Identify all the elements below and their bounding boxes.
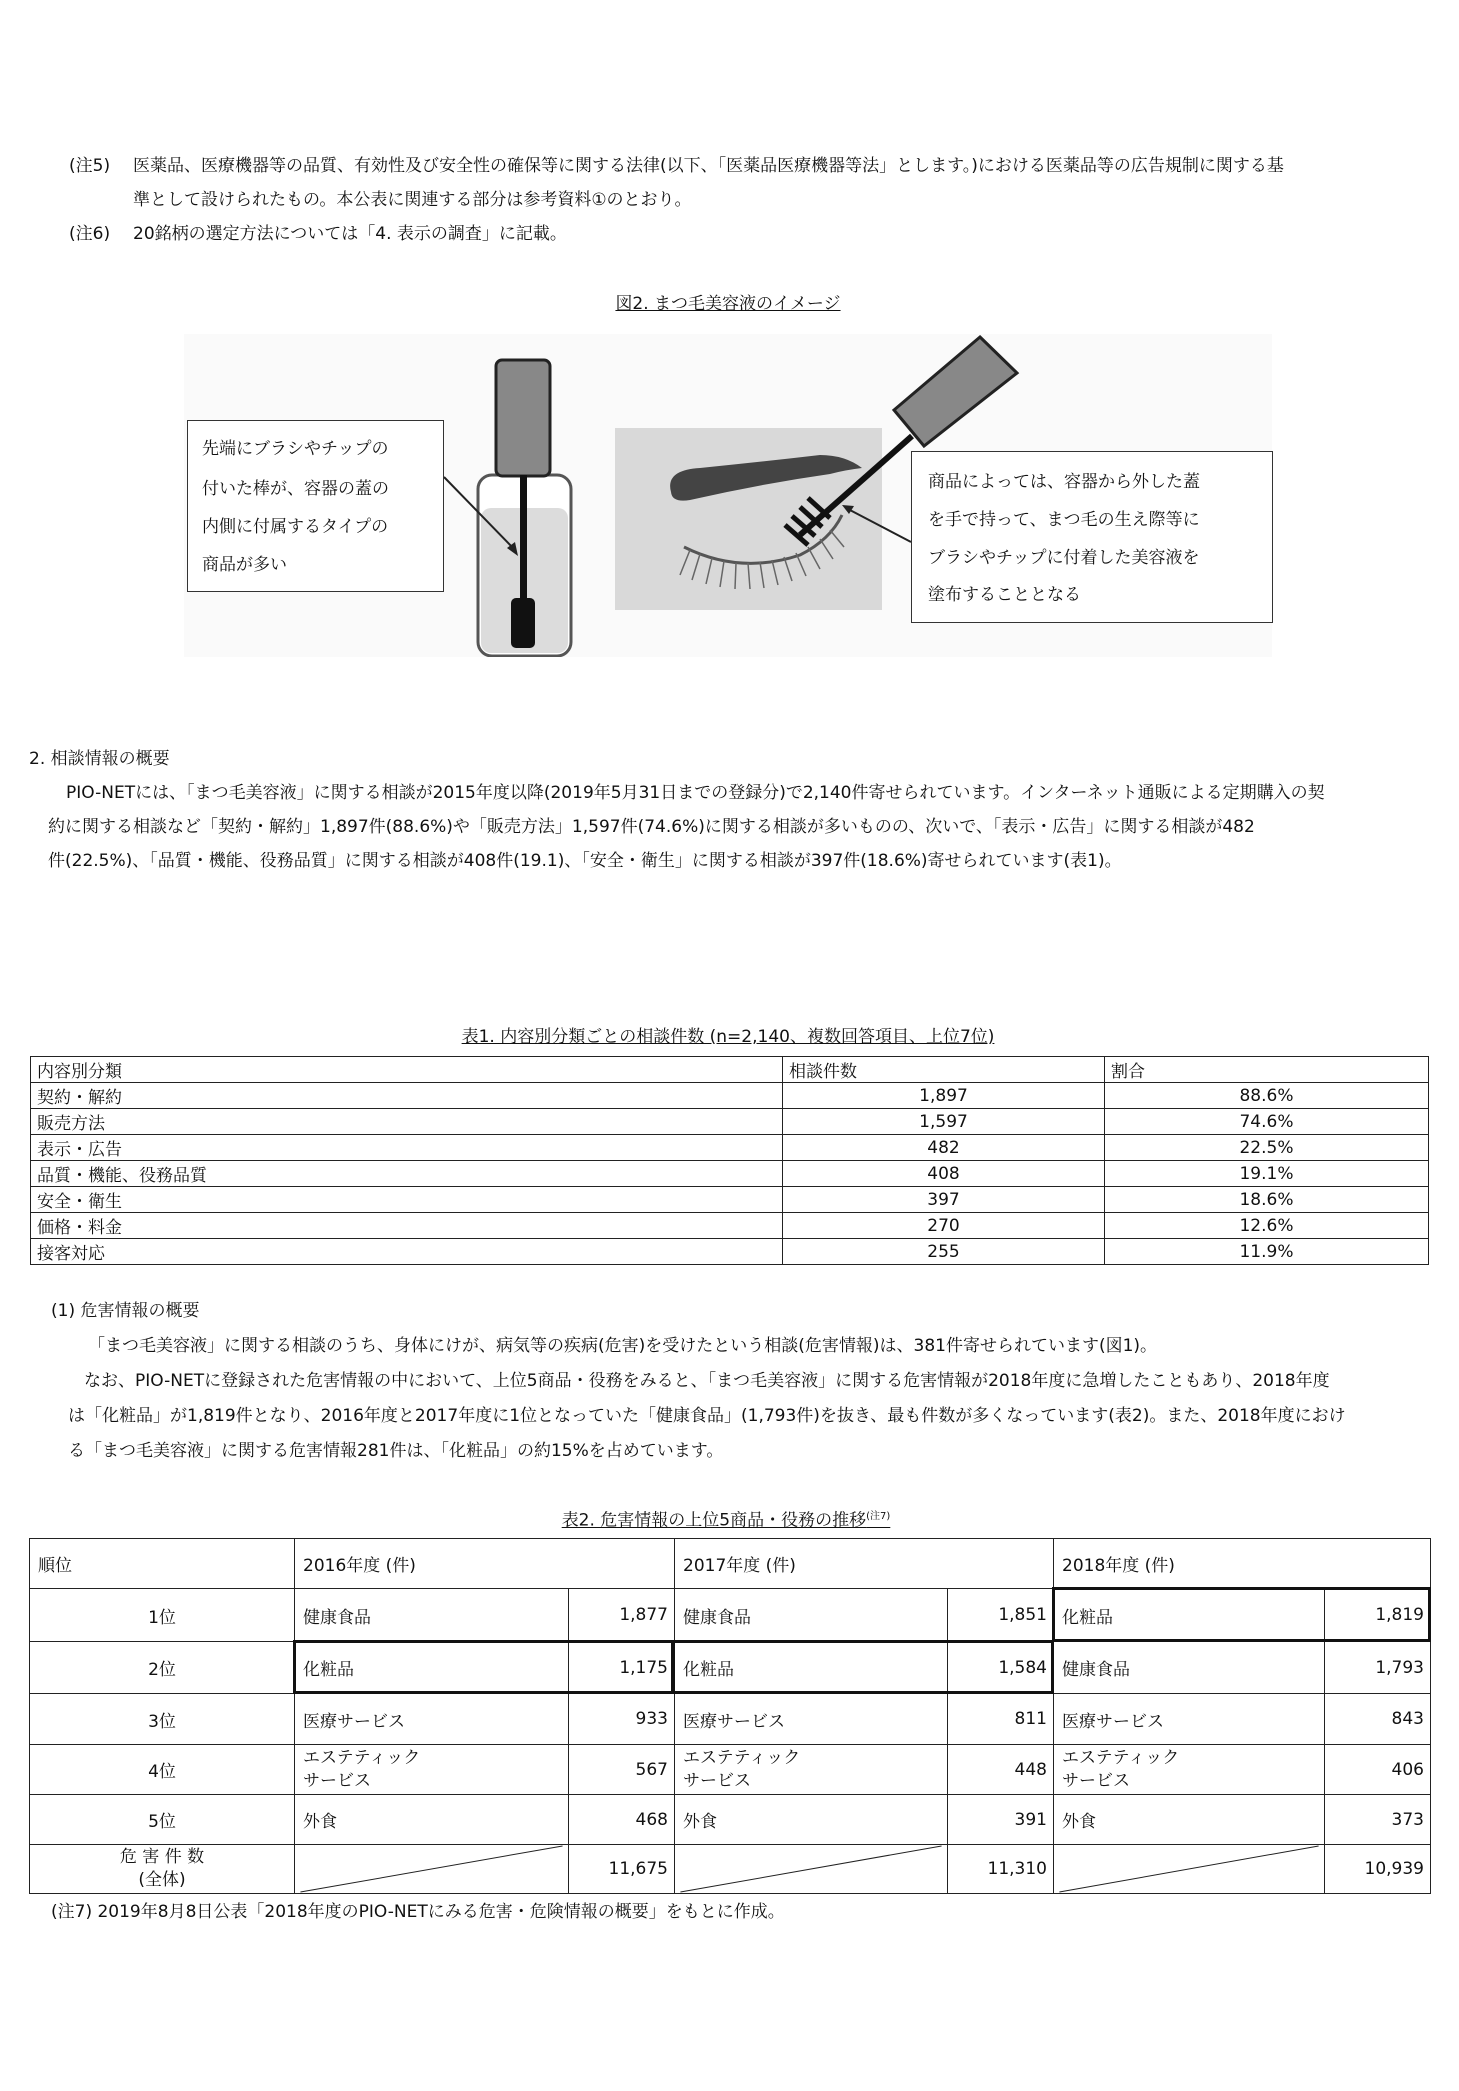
item-line: エステティック [1062,1747,1180,1768]
ratio-cell: 18.6% [1105,1187,1429,1213]
right-callout-line: ブラシやチップに付着した美容液を [928,548,1200,568]
count-cell: 391 [948,1795,1054,1845]
item-cell [295,1745,569,1795]
section2-para-line: 件(22.5%)、「品質・機能、役務品質」に関する相談が408件(19.1)、「安全・衛生」に関する相談が397件(18.6%)寄せられています(表1)。 [48,851,1122,871]
diagonal-empty-cell [1054,1845,1325,1894]
ratio-cell: 19.1% [1105,1161,1429,1187]
left-callout-line: 先端にブラシやチップの [202,439,389,459]
rank-cell: 4位 [30,1745,295,1795]
count-cell: 567 [569,1745,675,1795]
count-cell: 1,175 [569,1642,675,1694]
total-count-cell: 10,939 [1325,1845,1431,1894]
item-cell: 化粧品 [295,1642,569,1694]
count-cell: 811 [948,1694,1054,1745]
note5-line1: 医薬品、医療機器等の品質、有効性及び安全性の確保等に関する法律(以下、「医薬品医療機器等法」とします。)における医薬品等の広告規制に関する基 [133,156,1284,176]
rank-cell: 2位 [30,1642,295,1694]
item-cell: 健康食品 [295,1589,569,1642]
section1-para-line: なお、PIO-NETに登録された危害情報の中において、上位5商品・役務をみると、「まつ毛美容液」に関する危害情報が2018年度に急増したこともあり、2018年度 [84,1371,1330,1391]
section1-para-line: る「まつ毛美容液」に関する危害情報281件は、「化粧品」の約15%を占めています。 [68,1441,724,1461]
table2-caption-text: 表2. 危害情報の上位5商品・役務の推移 [561,1510,867,1531]
item-cell [1054,1745,1325,1795]
section2-heading: 2. 相談情報の概要 [29,749,170,769]
total-count-cell: 11,675 [569,1845,675,1894]
count-cell: 468 [569,1795,675,1845]
table-row [31,1135,1429,1161]
ratio-cell: 11.9% [1105,1239,1429,1265]
count-cell: 843 [1325,1694,1431,1745]
item-cell: 外食 [1054,1795,1325,1845]
item-cell: 医療サービス [675,1694,948,1745]
table1 [30,1056,1429,1265]
brush-shape [511,598,535,648]
category-cell: 品質・機能、役務品質 [31,1161,783,1187]
table-row [31,1109,1429,1135]
diagonal-empty-cell [675,1845,948,1894]
count-cell: 1,877 [569,1589,675,1642]
category-cell: 表示・広告 [31,1135,783,1161]
left-callout-line: 内側に付属するタイプの [202,517,389,537]
item-cell: 医療サービス [295,1694,569,1745]
count-cell: 1,793 [1325,1642,1431,1694]
header-cell: 割合 [1105,1057,1429,1083]
table-row [30,1694,1431,1745]
count-cell: 397 [783,1187,1105,1213]
ratio-cell: 74.6% [1105,1109,1429,1135]
category-cell: 販売方法 [31,1109,783,1135]
ratio-cell: 88.6% [1105,1083,1429,1109]
section2-para-line: 約に関する相談など「契約・解約」1,897件(88.6%)や「販売方法」1,597件(74.6%)に関する相談が多いものの、次いで、「表示・広告」に関する相談が482 [48,817,1255,837]
table-row [31,1083,1429,1109]
table2-caption [562,1512,891,1530]
table-row [31,1239,1429,1265]
total-count-cell: 11,310 [948,1845,1054,1894]
item-line: エステティック [683,1747,801,1768]
ratio-cell: 12.6% [1105,1213,1429,1239]
header-cell: 相談件数 [783,1057,1105,1083]
count-cell: 1,851 [948,1589,1054,1642]
count-cell: 1,819 [1325,1589,1431,1642]
right-callout-line: を手で持って、まつ毛の生え際等に [928,510,1200,530]
count-cell: 408 [783,1161,1105,1187]
total-label-sub: (全体) [138,1870,186,1890]
rank-cell: 5位 [30,1795,295,1845]
right-callout [911,451,1273,623]
ratio-cell: 22.5% [1105,1135,1429,1161]
left-callout-line: 付いた棒が、容器の蓋の [202,479,389,499]
figure-caption: 図2. まつ毛美容液のイメージ [615,294,841,314]
bottle-cap-shape [496,360,550,476]
count-cell: 270 [783,1213,1105,1239]
item-line: サービス [683,1770,751,1791]
header-cell: 2017年度 (件) [675,1539,1054,1589]
item-cell: 外食 [675,1795,948,1845]
rank-cell: 3位 [30,1694,295,1745]
diagonal-empty-cell [295,1845,569,1894]
section1-para-line: 「まつ毛美容液」に関する相談のうち、身体にけが、病気等の疾病(危害)を受けたという相談(危害情報)は、381件寄せられています(図1)。 [88,1336,1158,1356]
table-row [31,1213,1429,1239]
table2-caption-note: (注7) [866,1511,891,1522]
item-line: サービス [303,1770,371,1791]
category-cell: 契約・解約 [31,1083,783,1109]
section1-heading: (1) 危害情報の概要 [51,1301,200,1321]
item-cell: 医療サービス [1054,1694,1325,1745]
count-cell: 1,584 [948,1642,1054,1694]
total-label-cell [30,1845,295,1894]
section1-para-line: は「化粧品」が1,819件となり、2016年度と2017年度に1位となっていた「健康食品」(1,793件)を抜き、最も件数が多くなっています(表2)。また、2018年度におけ [68,1406,1346,1426]
count-cell: 255 [783,1239,1105,1265]
table-row [31,1161,1429,1187]
item-cell: 健康食品 [1054,1642,1325,1694]
wand-cap-shape [894,337,1017,446]
table-header-row [30,1539,1431,1589]
count-cell: 482 [783,1135,1105,1161]
header-cell: 順位 [30,1539,295,1589]
note5-label: (注5) [69,156,111,176]
item-cell: 健康食品 [675,1589,948,1642]
note6-label: (注6) [69,224,111,244]
count-cell: 1,897 [783,1083,1105,1109]
note6-text: 20銘柄の選定方法については「4. 表示の調査」に記載。 [133,224,567,244]
section2-para-line: PIO-NETには、「まつ毛美容液」に関する相談が2015年度以降(2019年5月31日までの登録分)で2,140件寄せられています。インターネット通販による定期購入の契 [66,783,1325,803]
item-cell: 化粧品 [675,1642,948,1694]
table-row [30,1589,1431,1642]
table-header-row [31,1057,1429,1083]
category-cell: 価格・料金 [31,1213,783,1239]
category-cell: 安全・衛生 [31,1187,783,1213]
item-cell: 外食 [295,1795,569,1845]
count-cell: 1,597 [783,1109,1105,1135]
table2 [29,1538,1431,1894]
note7: (注7) 2019年8月8日公表「2018年度のPIO-NETにみる危害・危険情報の概要」をもとに作成。 [51,1902,785,1922]
table-row [31,1187,1429,1213]
count-cell: 448 [948,1745,1054,1795]
header-cell: 2018年度 (件) [1054,1539,1431,1589]
table-total-row [30,1845,1431,1894]
table-row [30,1795,1431,1845]
count-cell: 373 [1325,1795,1431,1845]
mascara-figure [184,334,1272,657]
table1-caption: 表1. 内容別分類ごとの相談件数 (n=2,140、複数回答項目、上位7位) [461,1027,995,1047]
right-callout-line: 商品によっては、容器から外した蓋 [928,472,1200,492]
left-callout [187,420,444,592]
note5-line2: 準として設けられたもの。本公表に関連する部分は参考資料①のとおり。 [133,190,692,210]
rank-cell: 1位 [30,1589,295,1642]
header-cell: 内容別分類 [31,1057,783,1083]
right-callout-line: 塗布することとなる [928,585,1081,605]
eye-panel [615,428,882,610]
category-cell: 接客対応 [31,1239,783,1265]
table-row [30,1642,1431,1694]
item-cell [675,1745,948,1795]
count-cell: 933 [569,1694,675,1745]
item-line: サービス [1062,1770,1130,1791]
count-cell: 406 [1325,1745,1431,1795]
total-label: 危 害 件 数 [119,1847,205,1868]
left-callout-line: 商品が多い [202,555,287,575]
header-cell: 2016年度 (件) [295,1539,675,1589]
table-row [30,1745,1431,1795]
item-line: エステティック [303,1747,421,1768]
item-cell: 化粧品 [1054,1589,1325,1642]
